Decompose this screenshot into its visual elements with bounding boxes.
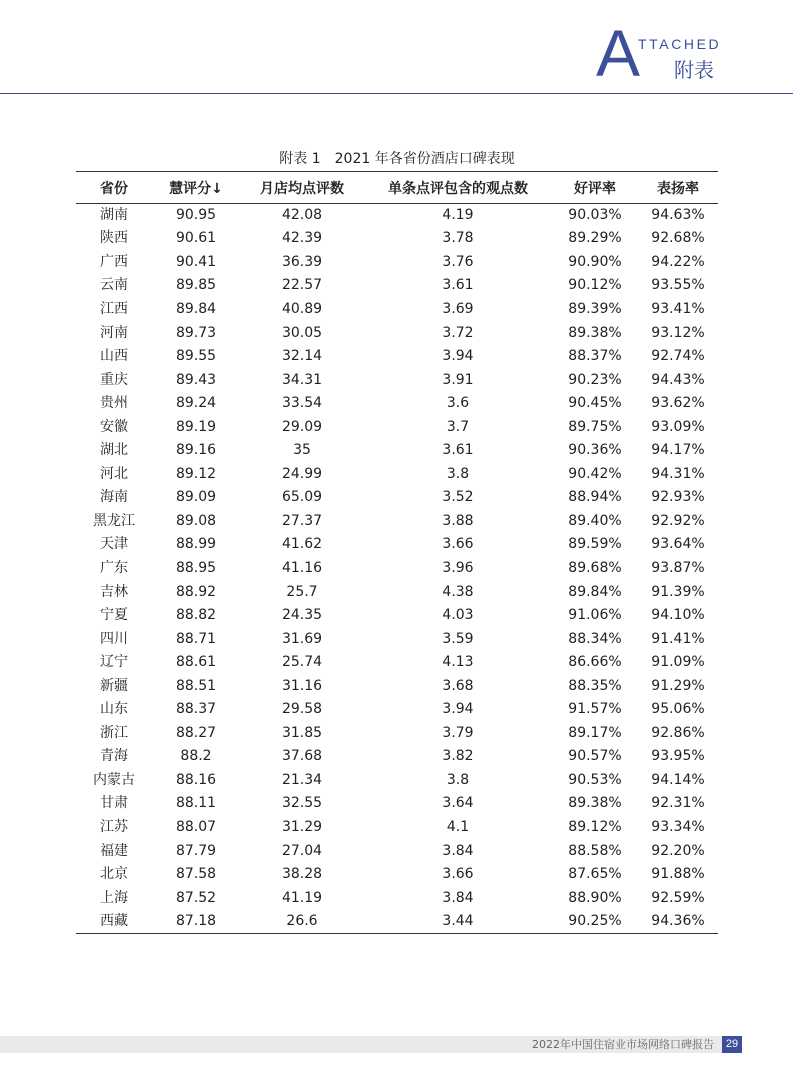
cell-score: 88.95 — [175, 559, 217, 576]
table-row — [76, 345, 718, 369]
cell-score: 89.16 — [175, 442, 217, 459]
cell-praise-rate: 91.09% — [651, 654, 705, 671]
cell-score: 88.37 — [175, 701, 217, 718]
cell-praise-rate: 92.86% — [651, 724, 705, 741]
cell-positive-rate: 90.90% — [568, 253, 622, 270]
cell-praise-rate: 92.68% — [651, 230, 705, 247]
table-title: 附表 1 2021 年各省份酒店口碑表现 — [279, 151, 515, 167]
cell-province: 广东 — [100, 559, 128, 576]
cell-praise-rate: 94.31% — [651, 465, 705, 482]
cell-monthly-reviews: 27.04 — [281, 842, 323, 859]
column-header-positive-rate: 好评率 — [552, 172, 638, 204]
cell-monthly-reviews: 40.89 — [281, 300, 323, 317]
cell-praise-rate: 93.55% — [651, 277, 705, 294]
cell-province: 天津 — [100, 536, 128, 553]
cell-praise-rate: 94.10% — [651, 607, 705, 624]
cell-opinions-per-review: 3.96 — [442, 559, 474, 576]
table-row — [76, 816, 718, 840]
cell-opinions-per-review: 4.1 — [446, 818, 470, 835]
cell-province: 福建 — [100, 842, 128, 859]
table-row — [76, 251, 718, 275]
cell-opinions-per-review: 4.13 — [442, 654, 474, 671]
cell-score: 88.82 — [175, 607, 217, 624]
cell-province: 河北 — [100, 465, 128, 482]
cell-positive-rate: 90.03% — [568, 207, 622, 224]
cell-positive-rate: 90.57% — [568, 748, 622, 765]
cell-monthly-reviews: 29.09 — [281, 418, 323, 435]
cell-monthly-reviews: 32.55 — [281, 795, 323, 812]
cell-positive-rate: 89.38% — [568, 795, 622, 812]
cell-positive-rate: 91.57% — [568, 701, 622, 718]
cell-opinions-per-review: 3.66 — [442, 536, 474, 553]
cell-score: 89.55 — [175, 348, 217, 365]
cell-monthly-reviews: 33.54 — [281, 395, 323, 412]
cell-positive-rate: 86.66% — [568, 654, 622, 671]
cell-praise-rate: 91.39% — [651, 583, 705, 600]
cell-opinions-per-review: 3.94 — [442, 348, 474, 365]
cell-positive-rate: 89.84% — [568, 583, 622, 600]
cell-province: 吉林 — [100, 583, 128, 600]
footer-report-title: 2022年中国住宿业市场网络口碑报告 — [532, 1038, 714, 1051]
cell-score: 88.92 — [175, 583, 217, 600]
cell-province: 安徽 — [100, 418, 128, 435]
cell-praise-rate: 92.20% — [651, 842, 705, 859]
cell-score: 88.16 — [175, 771, 217, 788]
cell-score: 87.18 — [152, 910, 240, 934]
header-cn-title: 附表 — [674, 58, 714, 82]
cell-monthly-reviews: 42.08 — [281, 207, 323, 224]
cell-score: 88.61 — [175, 654, 217, 671]
cell-province: 黑龙江 — [93, 512, 135, 529]
cell-opinions-per-review: 3.8 — [446, 771, 470, 788]
cell-opinions-per-review: 3.69 — [442, 300, 474, 317]
cell-monthly-reviews: 35 — [293, 442, 311, 459]
cell-opinions-per-review: 4.38 — [442, 583, 474, 600]
cell-praise-rate: 94.17% — [651, 442, 705, 459]
cell-positive-rate: 89.12% — [568, 818, 622, 835]
cell-monthly-reviews: 29.58 — [281, 701, 323, 718]
cell-praise-rate: 91.41% — [651, 630, 705, 647]
cell-opinions-per-review: 3.79 — [442, 724, 474, 741]
cell-province: 湖北 — [100, 442, 128, 459]
cell-positive-rate: 90.36% — [568, 442, 622, 459]
cell-praise-rate: 94.22% — [651, 253, 705, 270]
cell-praise-rate: 94.14% — [651, 771, 705, 788]
cell-province: 甘肃 — [100, 795, 128, 812]
cell-praise-rate: 92.31% — [651, 795, 705, 812]
column-header-opinions-per-review: 单条点评包含的观点数 — [364, 172, 552, 204]
column-header-praise-rate: 表扬率 — [638, 172, 718, 204]
cell-praise-rate: 94.43% — [651, 371, 705, 388]
cell-monthly-reviews: 41.62 — [281, 536, 323, 553]
cell-score: 88.71 — [175, 630, 217, 647]
table-row — [76, 298, 718, 322]
cell-score: 90.95 — [175, 207, 217, 224]
cell-opinions-per-review: 3.6 — [446, 395, 470, 412]
table-row — [76, 604, 718, 628]
table-row — [76, 886, 718, 910]
cell-opinions-per-review: 4.03 — [442, 607, 474, 624]
cell-positive-rate: 88.90% — [568, 889, 622, 906]
cell-province: 山东 — [100, 701, 128, 718]
cell-praise-rate: 93.09% — [651, 418, 705, 435]
cell-province: 青海 — [100, 748, 128, 765]
cell-opinions-per-review: 3.8 — [446, 465, 470, 482]
table-body — [76, 204, 718, 934]
cell-praise-rate: 93.62% — [651, 395, 705, 412]
cell-province: 四川 — [100, 630, 128, 647]
cell-monthly-reviews: 27.37 — [281, 512, 323, 529]
cell-positive-rate: 89.75% — [568, 418, 622, 435]
cell-score: 88.99 — [175, 536, 217, 553]
cell-praise-rate: 95.06% — [651, 701, 705, 718]
table-row — [76, 274, 718, 298]
table-row — [76, 745, 718, 769]
cell-province: 浙江 — [100, 724, 128, 741]
cell-monthly-reviews: 26.6 — [240, 910, 364, 934]
cell-opinions-per-review: 3.52 — [442, 489, 474, 506]
cell-province: 宁夏 — [100, 607, 128, 624]
table-row — [76, 415, 718, 439]
cell-praise-rate: 92.92% — [651, 512, 705, 529]
cell-monthly-reviews: 25.74 — [281, 654, 323, 671]
cell-opinions-per-review: 3.72 — [442, 324, 474, 341]
table-row — [76, 439, 718, 463]
cell-positive-rate: 89.40% — [568, 512, 622, 529]
table-row — [76, 698, 718, 722]
cell-opinions-per-review: 3.82 — [442, 748, 474, 765]
cell-score: 88.2 — [180, 748, 212, 765]
cell-score: 89.24 — [175, 395, 217, 412]
table-row — [76, 510, 718, 534]
cell-province: 江西 — [100, 300, 128, 317]
table-row — [76, 580, 718, 604]
column-header-monthly-reviews: 月店均点评数 — [240, 172, 364, 204]
cell-opinions-per-review: 3.64 — [442, 795, 474, 812]
cell-positive-rate: 90.23% — [568, 371, 622, 388]
header-rule — [0, 93, 793, 94]
cell-score: 89.19 — [175, 418, 217, 435]
table-row — [76, 863, 718, 887]
table-row — [76, 486, 718, 510]
table-row — [76, 204, 718, 228]
cell-score: 89.73 — [175, 324, 217, 341]
cell-province: 江苏 — [100, 818, 128, 835]
cell-score: 87.52 — [175, 889, 217, 906]
cell-praise-rate: 92.74% — [651, 348, 705, 365]
cell-opinions-per-review: 4.19 — [442, 207, 474, 224]
cell-positive-rate: 88.58% — [568, 842, 622, 859]
cell-province: 陕西 — [100, 230, 128, 247]
cell-score: 88.07 — [175, 818, 217, 835]
cell-positive-rate: 90.25% — [552, 910, 638, 934]
cell-opinions-per-review: 3.66 — [442, 866, 474, 883]
cell-score: 89.43 — [175, 371, 217, 388]
cell-opinions-per-review: 3.61 — [442, 277, 474, 294]
table-row — [76, 392, 718, 416]
cell-monthly-reviews: 34.31 — [281, 371, 323, 388]
cell-monthly-reviews: 36.39 — [281, 253, 323, 270]
cell-positive-rate: 90.12% — [568, 277, 622, 294]
cell-opinions-per-review: 3.61 — [442, 442, 474, 459]
cell-monthly-reviews: 38.28 — [281, 866, 323, 883]
cell-praise-rate: 93.64% — [651, 536, 705, 553]
cell-positive-rate: 90.53% — [568, 771, 622, 788]
cell-praise-rate: 92.59% — [651, 889, 705, 906]
cell-monthly-reviews: 31.29 — [281, 818, 323, 835]
cell-opinions-per-review: 3.76 — [442, 253, 474, 270]
cell-monthly-reviews: 30.05 — [281, 324, 323, 341]
cell-province: 云南 — [100, 277, 128, 294]
cell-positive-rate: 88.34% — [568, 630, 622, 647]
cell-score: 89.09 — [175, 489, 217, 506]
cell-province: 上海 — [100, 889, 128, 906]
cell-positive-rate: 88.37% — [568, 348, 622, 365]
cell-positive-rate: 87.65% — [568, 866, 622, 883]
cell-monthly-reviews: 31.69 — [281, 630, 323, 647]
cell-monthly-reviews: 41.16 — [281, 559, 323, 576]
cell-praise-rate: 92.93% — [651, 489, 705, 506]
cell-opinions-per-review: 3.44 — [364, 910, 552, 934]
cell-monthly-reviews: 31.85 — [281, 724, 323, 741]
page-number: 29 — [722, 1036, 742, 1053]
table-header-row — [76, 172, 718, 204]
column-header-score: 慧评分↓ — [152, 172, 240, 204]
cell-monthly-reviews: 22.57 — [281, 277, 323, 294]
cell-province: 湖南 — [100, 207, 128, 224]
header-big-letter: A — [596, 16, 641, 90]
cell-score: 89.84 — [175, 300, 217, 317]
cell-monthly-reviews: 31.16 — [281, 677, 323, 694]
cell-positive-rate: 89.29% — [568, 230, 622, 247]
cell-score: 89.85 — [175, 277, 217, 294]
table-row — [76, 769, 718, 793]
table-row — [76, 321, 718, 345]
cell-province: 辽宁 — [100, 654, 128, 671]
cell-positive-rate: 89.59% — [568, 536, 622, 553]
cell-opinions-per-review: 3.59 — [442, 630, 474, 647]
table-row — [76, 227, 718, 251]
cell-monthly-reviews: 25.7 — [286, 583, 318, 600]
cell-monthly-reviews: 24.35 — [281, 607, 323, 624]
cell-opinions-per-review: 3.84 — [442, 889, 474, 906]
cell-monthly-reviews: 24.99 — [281, 465, 323, 482]
cell-province: 西藏 — [76, 910, 152, 934]
cell-opinions-per-review: 3.88 — [442, 512, 474, 529]
cell-positive-rate: 90.45% — [568, 395, 622, 412]
cell-monthly-reviews: 65.09 — [281, 489, 323, 506]
cell-score: 88.11 — [175, 795, 217, 812]
cell-score: 89.08 — [175, 512, 217, 529]
cell-province: 海南 — [100, 489, 128, 506]
cell-positive-rate: 90.42% — [568, 465, 622, 482]
column-header-province: 省份 — [76, 172, 152, 204]
cell-opinions-per-review: 3.7 — [446, 418, 470, 435]
cell-score: 87.58 — [175, 866, 217, 883]
cell-score: 89.12 — [175, 465, 217, 482]
cell-praise-rate: 94.63% — [651, 207, 705, 224]
cell-score: 90.61 — [175, 230, 217, 247]
cell-province: 内蒙古 — [93, 771, 135, 788]
table-row — [76, 651, 718, 675]
cell-positive-rate: 89.68% — [568, 559, 622, 576]
cell-score: 88.51 — [175, 677, 217, 694]
table-row — [76, 533, 718, 557]
cell-praise-rate: 94.36% — [638, 910, 718, 934]
cell-province: 山西 — [100, 348, 128, 365]
cell-opinions-per-review: 3.84 — [442, 842, 474, 859]
cell-praise-rate: 93.41% — [651, 300, 705, 317]
cell-monthly-reviews: 32.14 — [281, 348, 323, 365]
cell-opinions-per-review: 3.94 — [442, 701, 474, 718]
table-row — [76, 368, 718, 392]
cell-monthly-reviews: 42.39 — [281, 230, 323, 247]
cell-monthly-reviews: 41.19 — [281, 889, 323, 906]
cell-praise-rate: 93.87% — [651, 559, 705, 576]
cell-score: 88.27 — [175, 724, 217, 741]
cell-positive-rate: 88.35% — [568, 677, 622, 694]
cell-province: 河南 — [100, 324, 128, 341]
cell-opinions-per-review: 3.68 — [442, 677, 474, 694]
table-row — [76, 792, 718, 816]
table-row — [76, 839, 718, 863]
cell-opinions-per-review: 3.91 — [442, 371, 474, 388]
cell-province: 北京 — [100, 866, 128, 883]
page-header — [0, 0, 793, 96]
table-row — [76, 910, 718, 934]
cell-positive-rate: 88.94% — [568, 489, 622, 506]
cell-opinions-per-review: 3.78 — [442, 230, 474, 247]
cell-praise-rate: 93.34% — [651, 818, 705, 835]
cell-score: 90.41 — [175, 253, 217, 270]
cell-province: 贵州 — [100, 395, 128, 412]
table-row — [76, 557, 718, 581]
table-row — [76, 463, 718, 487]
cell-praise-rate: 91.29% — [651, 677, 705, 694]
cell-positive-rate: 91.06% — [568, 607, 622, 624]
table-row — [76, 627, 718, 651]
cell-province: 广西 — [100, 253, 128, 270]
table-row — [76, 722, 718, 746]
table-row — [76, 674, 718, 698]
cell-score: 87.79 — [175, 842, 217, 859]
cell-province: 新疆 — [100, 677, 128, 694]
cell-positive-rate: 89.39% — [568, 300, 622, 317]
header-word: TTACHED — [638, 36, 722, 52]
cell-province: 重庆 — [100, 371, 128, 388]
cell-praise-rate: 91.88% — [651, 866, 705, 883]
hotel-reputation-table — [76, 171, 718, 934]
cell-praise-rate: 93.12% — [651, 324, 705, 341]
cell-positive-rate: 89.17% — [568, 724, 622, 741]
cell-praise-rate: 93.95% — [651, 748, 705, 765]
cell-monthly-reviews: 37.68 — [281, 748, 323, 765]
cell-monthly-reviews: 21.34 — [281, 771, 323, 788]
cell-positive-rate: 89.38% — [568, 324, 622, 341]
